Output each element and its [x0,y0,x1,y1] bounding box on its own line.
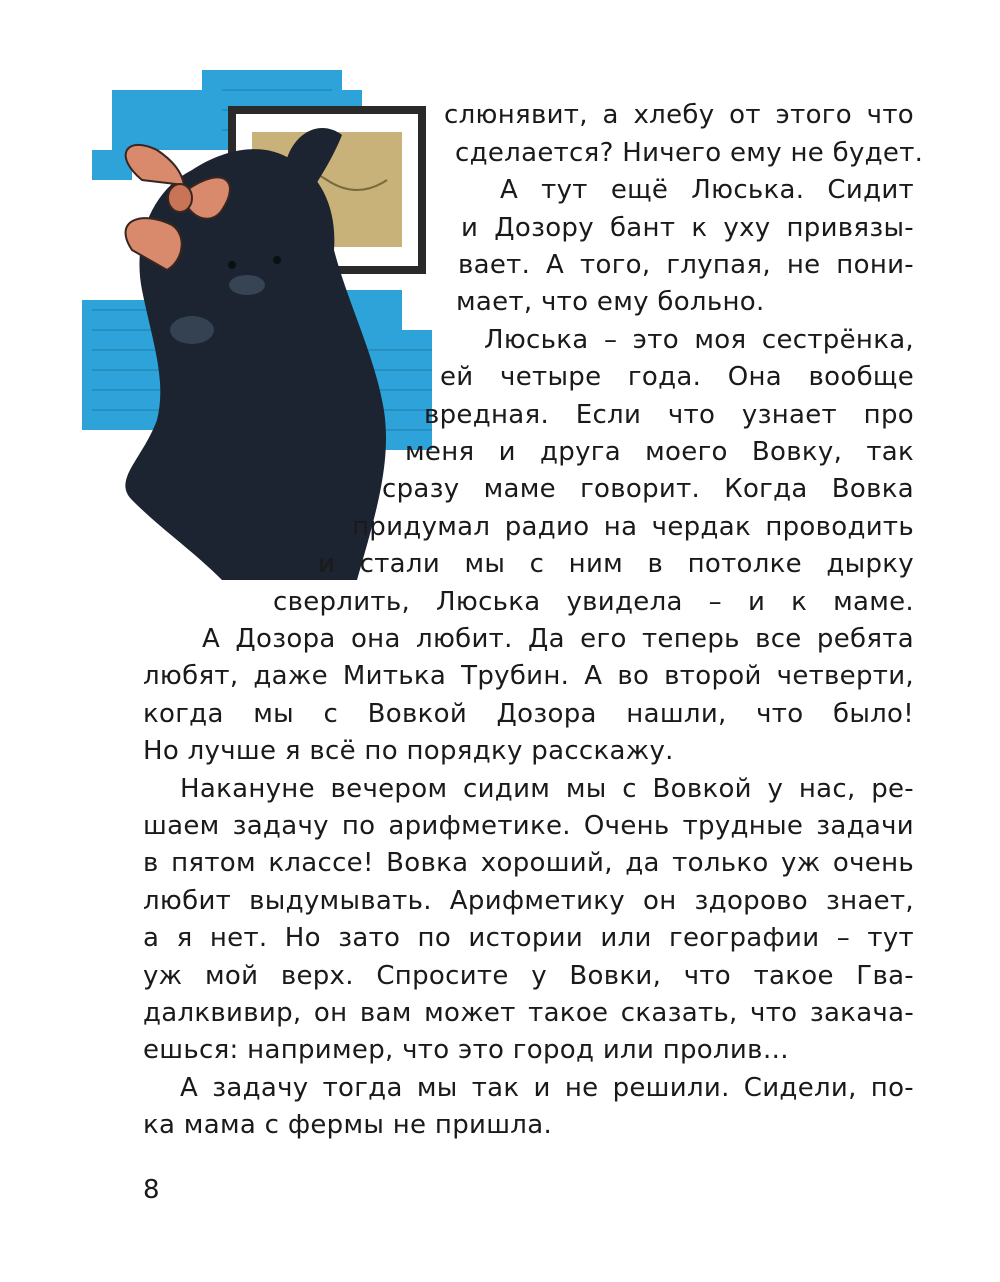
text-line: Но лучше я всё по порядку расскажу. [143,736,674,766]
text-line: А тут ещё Люська. Сидит [500,175,914,205]
text-line: ей четыре года. Она вообще [440,362,914,392]
page-number: 8 [143,1175,160,1205]
text-line: придумал радио на чердак проводить [352,512,914,542]
text-line: и стали мы с ним в потолке дырку [318,549,914,579]
text-line: сразу маме говорит. Когда Вовка [382,474,914,504]
text-line: ка мама с фермы не пришла. [143,1110,553,1140]
text-line: Накануне вечером сидим мы с Вовкой у нас, ре- [180,774,914,804]
text-line: а я нет. Но зато по истории или географии – тут [143,923,914,953]
text-line: когда мы с Вовкой Дозора нашли, что было! [143,699,914,729]
text-line: мает, что ему больно. [456,287,765,317]
text-line: любят, даже Митька Трубин. А во второй четверти, [143,661,914,691]
text-line: А задачу тогда мы так и не решили. Сидели, по- [180,1073,914,1103]
text-line: меня и друга моего Вовку, так [405,437,914,467]
text-line: в пятом классе! Вовка хороший, да только уж очень [143,848,914,878]
text-line: слюнявит, а хлебу от этого что [444,100,914,130]
text-line: ешься: например, что это город или пролив… [143,1035,790,1065]
text-line: сверлить, Люська увидела – и к маме. [273,587,914,617]
text-line: и Дозору бант к уху привязы- [461,213,914,243]
text-line: вредная. Если что узнает про [424,400,914,430]
text-line: А Дозора она любит. Да его теперь все ребята [202,624,914,654]
text-line: сделается? Ничего ему не будет. [455,138,924,168]
text-line: шаем задачу по арифметике. Очень трудные задачи [143,811,914,841]
text-line: любит выдумывать. Арифметику он здорово знает, [143,886,914,916]
text-line: уж мой верх. Спросите у Вовки, что такое Гва- [143,961,914,991]
text-line: Люська – это моя сестрёнка, [484,325,914,355]
text-line: далквивир, он вам может такое сказать, что закача- [143,998,914,1028]
text-line: вает. А того, глупая, не пони- [458,250,914,280]
